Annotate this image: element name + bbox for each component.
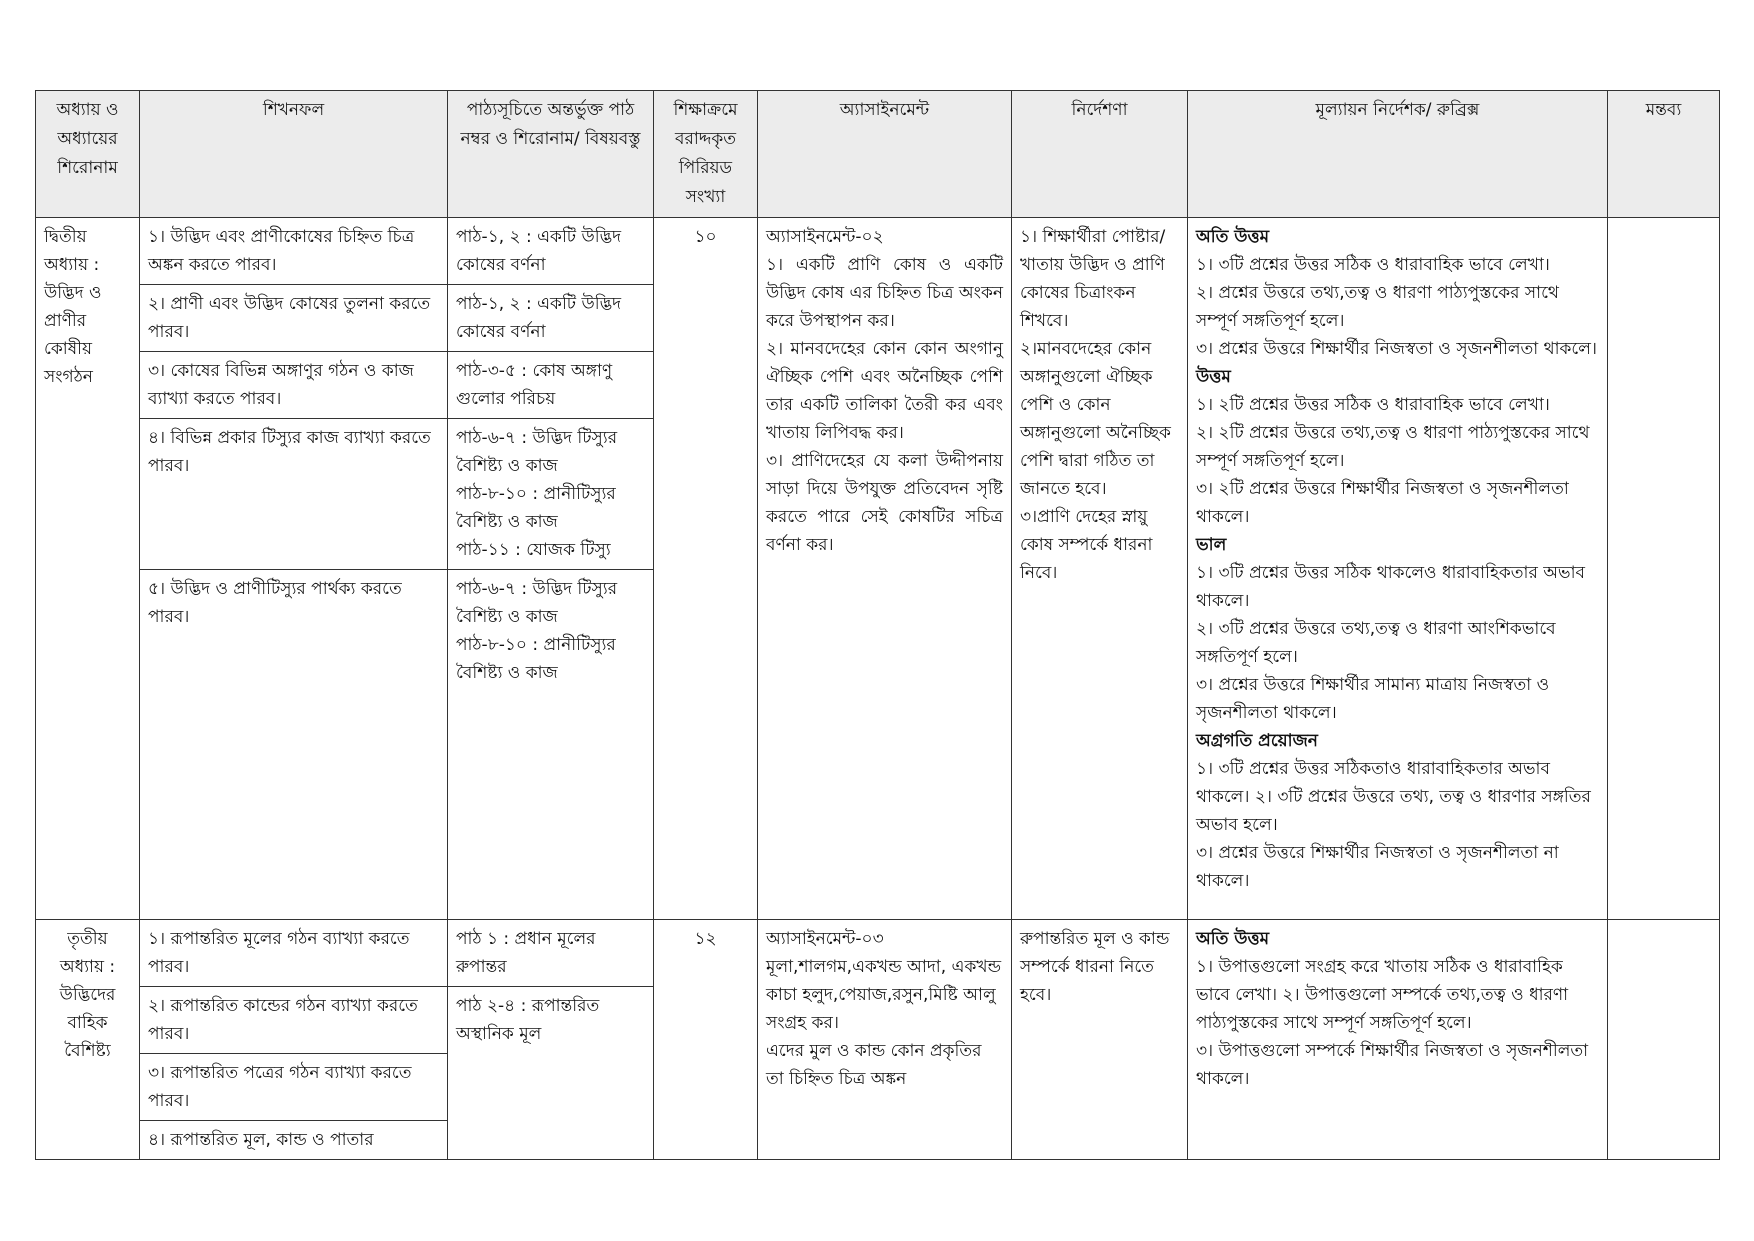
rubric-cell — [1188, 920, 1608, 1160]
rubric-item: ৩। প্রশ্নের উত্তরে শিক্ষার্থীর নিজস্বতা ও সৃজনশীলতা না থাকলে। — [1196, 843, 1559, 891]
assignment-item: এদের মুল ও কান্ড কোন প্রকৃতির তা চিহ্নিত চিত্র অঙ্কন — [766, 1041, 982, 1089]
rubric-item: ২। ৩টি প্রশ্নের উত্তরে তথ্য,তত্ব ও ধারণা আংশিকভাবে সঙ্গতিপূর্ণ হলে। — [1196, 619, 1556, 667]
header-periods: শিক্ষাক্রমে বরাদ্দকৃত পিরিয়ড সংখ্যা — [654, 91, 758, 218]
lesson-text: পাঠ-১, ২ : একটি উদ্ভিদ কোষের বর্ণনা — [456, 227, 622, 275]
lesson-text: পাঠ-৬-৭ : উদ্ভিদ টিস্যুর বৈশিষ্ট্য ও কাজ — [456, 428, 618, 476]
instructions-cell: রুপান্তরিত মূল ও কান্ড সম্পর্কে ধারনা নিতে হবে। — [1012, 920, 1188, 1160]
chapter-title: দ্বিতীয় অধ্যায় : উদ্ভিদ ও প্রাণীর কোষীয় সংগঠন — [36, 218, 140, 920]
rubric-level-fair: ভাল — [1196, 535, 1227, 555]
rubric-item: ৩। প্রশ্নের উত্তরে শিক্ষার্থীর নিজস্বতা ও সৃজনশীলতা থাকলে। — [1196, 339, 1597, 359]
lesson-text: পাঠ-১, ২ : একটি উদ্ভিদ কোষের বর্ণনা — [456, 294, 622, 342]
table-row — [36, 218, 1720, 285]
chapter-title: তৃতীয় অধ্যায় : উদ্ভিদের বাহিক বৈশিষ্ট্য — [36, 920, 140, 1160]
rubric-item: ২। প্রশ্নের উত্তরে তথ্য,তত্ব ও ধারণা পাঠ্যপুস্তকের সাথে সম্পূর্ণ সঙ্গতিপূর্ণ হলে। — [1196, 283, 1559, 331]
header-assignment: অ্যাসাইনমেন্ট — [758, 91, 1012, 218]
lesson-text: পাঠ-৮-১০ : প্রানীটিস্যুর বৈশিষ্ট্য ও কাজ — [456, 484, 616, 532]
rubric-item: ৩। ২টি প্রশ্নের উত্তরে শিক্ষার্থীর নিজস্বতা ও সৃজনশীলতা থাকলে। — [1196, 479, 1569, 527]
table-row — [36, 920, 1720, 987]
lesson-cell — [448, 419, 654, 570]
rubric-item: ২। ২টি প্রশ্নের উত্তরে তথ্য,তত্ব ও ধারণা পাঠ্যপুস্তকের সাথে সম্পূর্ণ সঙ্গতিপূর্ণ হলে। — [1196, 423, 1590, 471]
document-page — [35, 90, 1719, 1156]
rubric-item: ৩। প্রশ্নের উত্তরে শিক্ষার্থীর সামান্য মাত্রায় নিজস্বতা ও সৃজনশীলতা থাকলে। — [1196, 675, 1550, 723]
learning-outcome: ৩। রূপান্তরিত পত্রের গঠন ব্যাখ্যা করতে পারব। — [140, 1054, 448, 1121]
header-lesson: পাঠ্যসূচিতে অন্তর্ভুক্ত পাঠ নম্বর ও শিরোনাম/ বিষয়বস্তু — [448, 91, 654, 218]
lesson-cell: পাঠ ২-৪ : রূপান্তরিত অস্থানিক মূল — [448, 987, 654, 1160]
lesson-plan-table — [35, 90, 1720, 1160]
period-count: ১০ — [654, 218, 758, 920]
assignment-cell — [758, 920, 1012, 1160]
header-learning-outcome: শিখনফল — [140, 91, 448, 218]
rubric-cell — [1188, 218, 1608, 920]
lesson-cell — [448, 285, 654, 352]
learning-outcome: ৫। উদ্ভিদ ও প্রাণীটিস্যুর পার্থক্য করতে পারব। — [140, 570, 448, 920]
assignment-item: ২। মানবদেহের কোন কোন অংগানু ঐচ্ছিক পেশি এবং অনৈচ্ছিক পেশি তার একটি তালিকা তৈরী কর এবং খাতায় লিপিবদ্ধ কর। — [766, 339, 1003, 443]
remarks-cell — [1608, 218, 1720, 920]
assignment-item: ১। একটি প্রাণি কোষ ও একটি উদ্ভিদ কোষ এর চিহ্নিত চিত্র অংকন করে উপস্থাপন কর। — [766, 255, 1003, 331]
lesson-cell — [448, 218, 654, 285]
learning-outcome: ২। রূপান্তরিত কান্ডের গঠন ব্যাখ্যা করতে পারব। — [140, 987, 448, 1054]
header-instructions: নির্দেশণা — [1012, 91, 1188, 218]
rubric-item: ১। উপাত্তগুলো সংগ্রহ করে খাতায় সঠিক ও ধারাবাহিক ভাবে লেখা। ২। উপাত্তগুলো সম্পর্কে তথ্য,তত্ব ও ধারণা পাঠ্যপুস্তকের সাথে সম্পূর্ণ সঙ্গতিপূর্ণ হলে। — [1196, 957, 1569, 1033]
rubric-level-excellent: অতি উত্তম — [1196, 227, 1270, 247]
assignment-cell — [758, 218, 1012, 920]
instructions-cell — [1012, 218, 1188, 920]
assignment-item: ৩। প্রাণিদেহের যে কলা উদ্দীপনায় সাড়া দিয়ে উপযুক্ত প্রতিবেদন সৃষ্টি করতে পারে সেই কোষটির সচিত্র বর্ণনা কর। — [766, 451, 1003, 555]
lesson-text: পাঠ-৩-৫ : কোষ অঙ্গাণু গুলোর পরিচয় — [456, 361, 613, 409]
assignment-title: অ্যাসাইনমেন্ট-০২ — [766, 227, 884, 247]
lesson-cell — [448, 570, 654, 920]
learning-outcome: ৪। বিভিন্ন প্রকার টিস্যুর কাজ ব্যাখ্যা করতে পারব। — [140, 419, 448, 570]
rubric-item: ৩। উপাত্তগুলো সম্পর্কে শিক্ষার্থীর নিজস্বতা ও সৃজনশীলতা থাকলে। — [1196, 1041, 1589, 1089]
remarks-cell — [1608, 920, 1720, 1160]
rubric-level-excellent: অতি উত্তম — [1196, 929, 1270, 949]
instruction-item: ১। শিক্ষার্থীরা পোষ্টার/খাতায় উদ্ভিদ ও প্রাণি কোষের চিত্রাংকন শিখবে। — [1020, 227, 1166, 331]
instruction-item: ২।মানবদেহের কোন অঙ্গানুগুলো ঐচ্ছিক পেশি ও কোন অঙ্গানুগুলো অনৈচ্ছিক পেশি দ্বারা গঠিত তা জানতে হবে। — [1020, 339, 1171, 499]
learning-outcome: ২। প্রাণী এবং উদ্ভিদ কোষের তুলনা করতে পারব। — [140, 285, 448, 352]
header-row — [36, 91, 1720, 218]
rubric-item: ১। ৩টি প্রশ্নের উত্তর সঠিক থাকলেও ধারাবাহিকতার অভাব থাকলে। — [1196, 563, 1585, 611]
learning-outcome: ১। উদ্ভিদ এবং প্রাণীকোষের চিহ্নিত চিত্র অঙ্কন করতে পারব। — [140, 218, 448, 285]
period-count: ১২ — [654, 920, 758, 1160]
learning-outcome: ৩। কোষের বিভিন্ন অঙ্গাণুর গঠন ও কাজ ব্যাখ্যা করতে পারব। — [140, 352, 448, 419]
header-rubric: মূল্যায়ন নির্দেশক/ রুব্রিক্স — [1188, 91, 1608, 218]
lesson-cell: পাঠ ১ : প্রধান মূলের রুপান্তর — [448, 920, 654, 987]
rubric-item: ১। ৩টি প্রশ্নের উত্তর সঠিকতাও ধারাবাহিকতার অভাব থাকলে। ২। ৩টি প্রশ্নের উত্তরে তথ্য, তত্ব ও ধারণার সঙ্গতির অভাব হলে। — [1196, 759, 1591, 835]
header-chapter: অধ্যায় ও অধ্যায়ের শিরোনাম — [36, 91, 140, 218]
assignment-title: অ্যাসাইনমেন্ট-০৩ — [766, 929, 884, 949]
learning-outcome: ১। রূপান্তরিত মূলের গঠন ব্যাখ্যা করতে পারব। — [140, 920, 448, 987]
lesson-text: পাঠ-১১ : যোজক টিস্যু — [456, 540, 611, 560]
header-remarks: মন্তব্য — [1608, 91, 1720, 218]
lesson-cell — [448, 352, 654, 419]
assignment-item: মূলা,শালগম,একখন্ড আদা, একখন্ড কাচা হলুদ,পেয়াজ,রসুন,মিষ্টি আলু সংগ্রহ কর। — [766, 957, 1002, 1033]
lesson-text: পাঠ-৬-৭ : উদ্ভিদ টিস্যুর বৈশিষ্ট্য ও কাজ — [456, 579, 618, 627]
rubric-item: ১। ৩টি প্রশ্নের উত্তর সঠিক ও ধারাবাহিক ভাবে লেখা। — [1196, 255, 1550, 275]
instruction-item: ৩।প্রাণি দেহের স্নায়ু কোষ সম্পর্কে ধারনা নিবে। — [1020, 507, 1153, 583]
rubric-item: ১। ২টি প্রশ্নের উত্তর সঠিক ও ধারাবাহিক ভাবে লেখা। — [1196, 395, 1550, 415]
rubric-level-good: উত্তম — [1196, 367, 1231, 387]
lesson-text: পাঠ-৮-১০ : প্রানীটিস্যুর বৈশিষ্ট্য ও কাজ — [456, 635, 616, 683]
learning-outcome: ৪। রূপান্তরিত মূল, কান্ড ও পাতার — [140, 1121, 448, 1160]
rubric-level-needs-improvement: অগ্রগতি প্রয়োজন — [1196, 731, 1318, 751]
